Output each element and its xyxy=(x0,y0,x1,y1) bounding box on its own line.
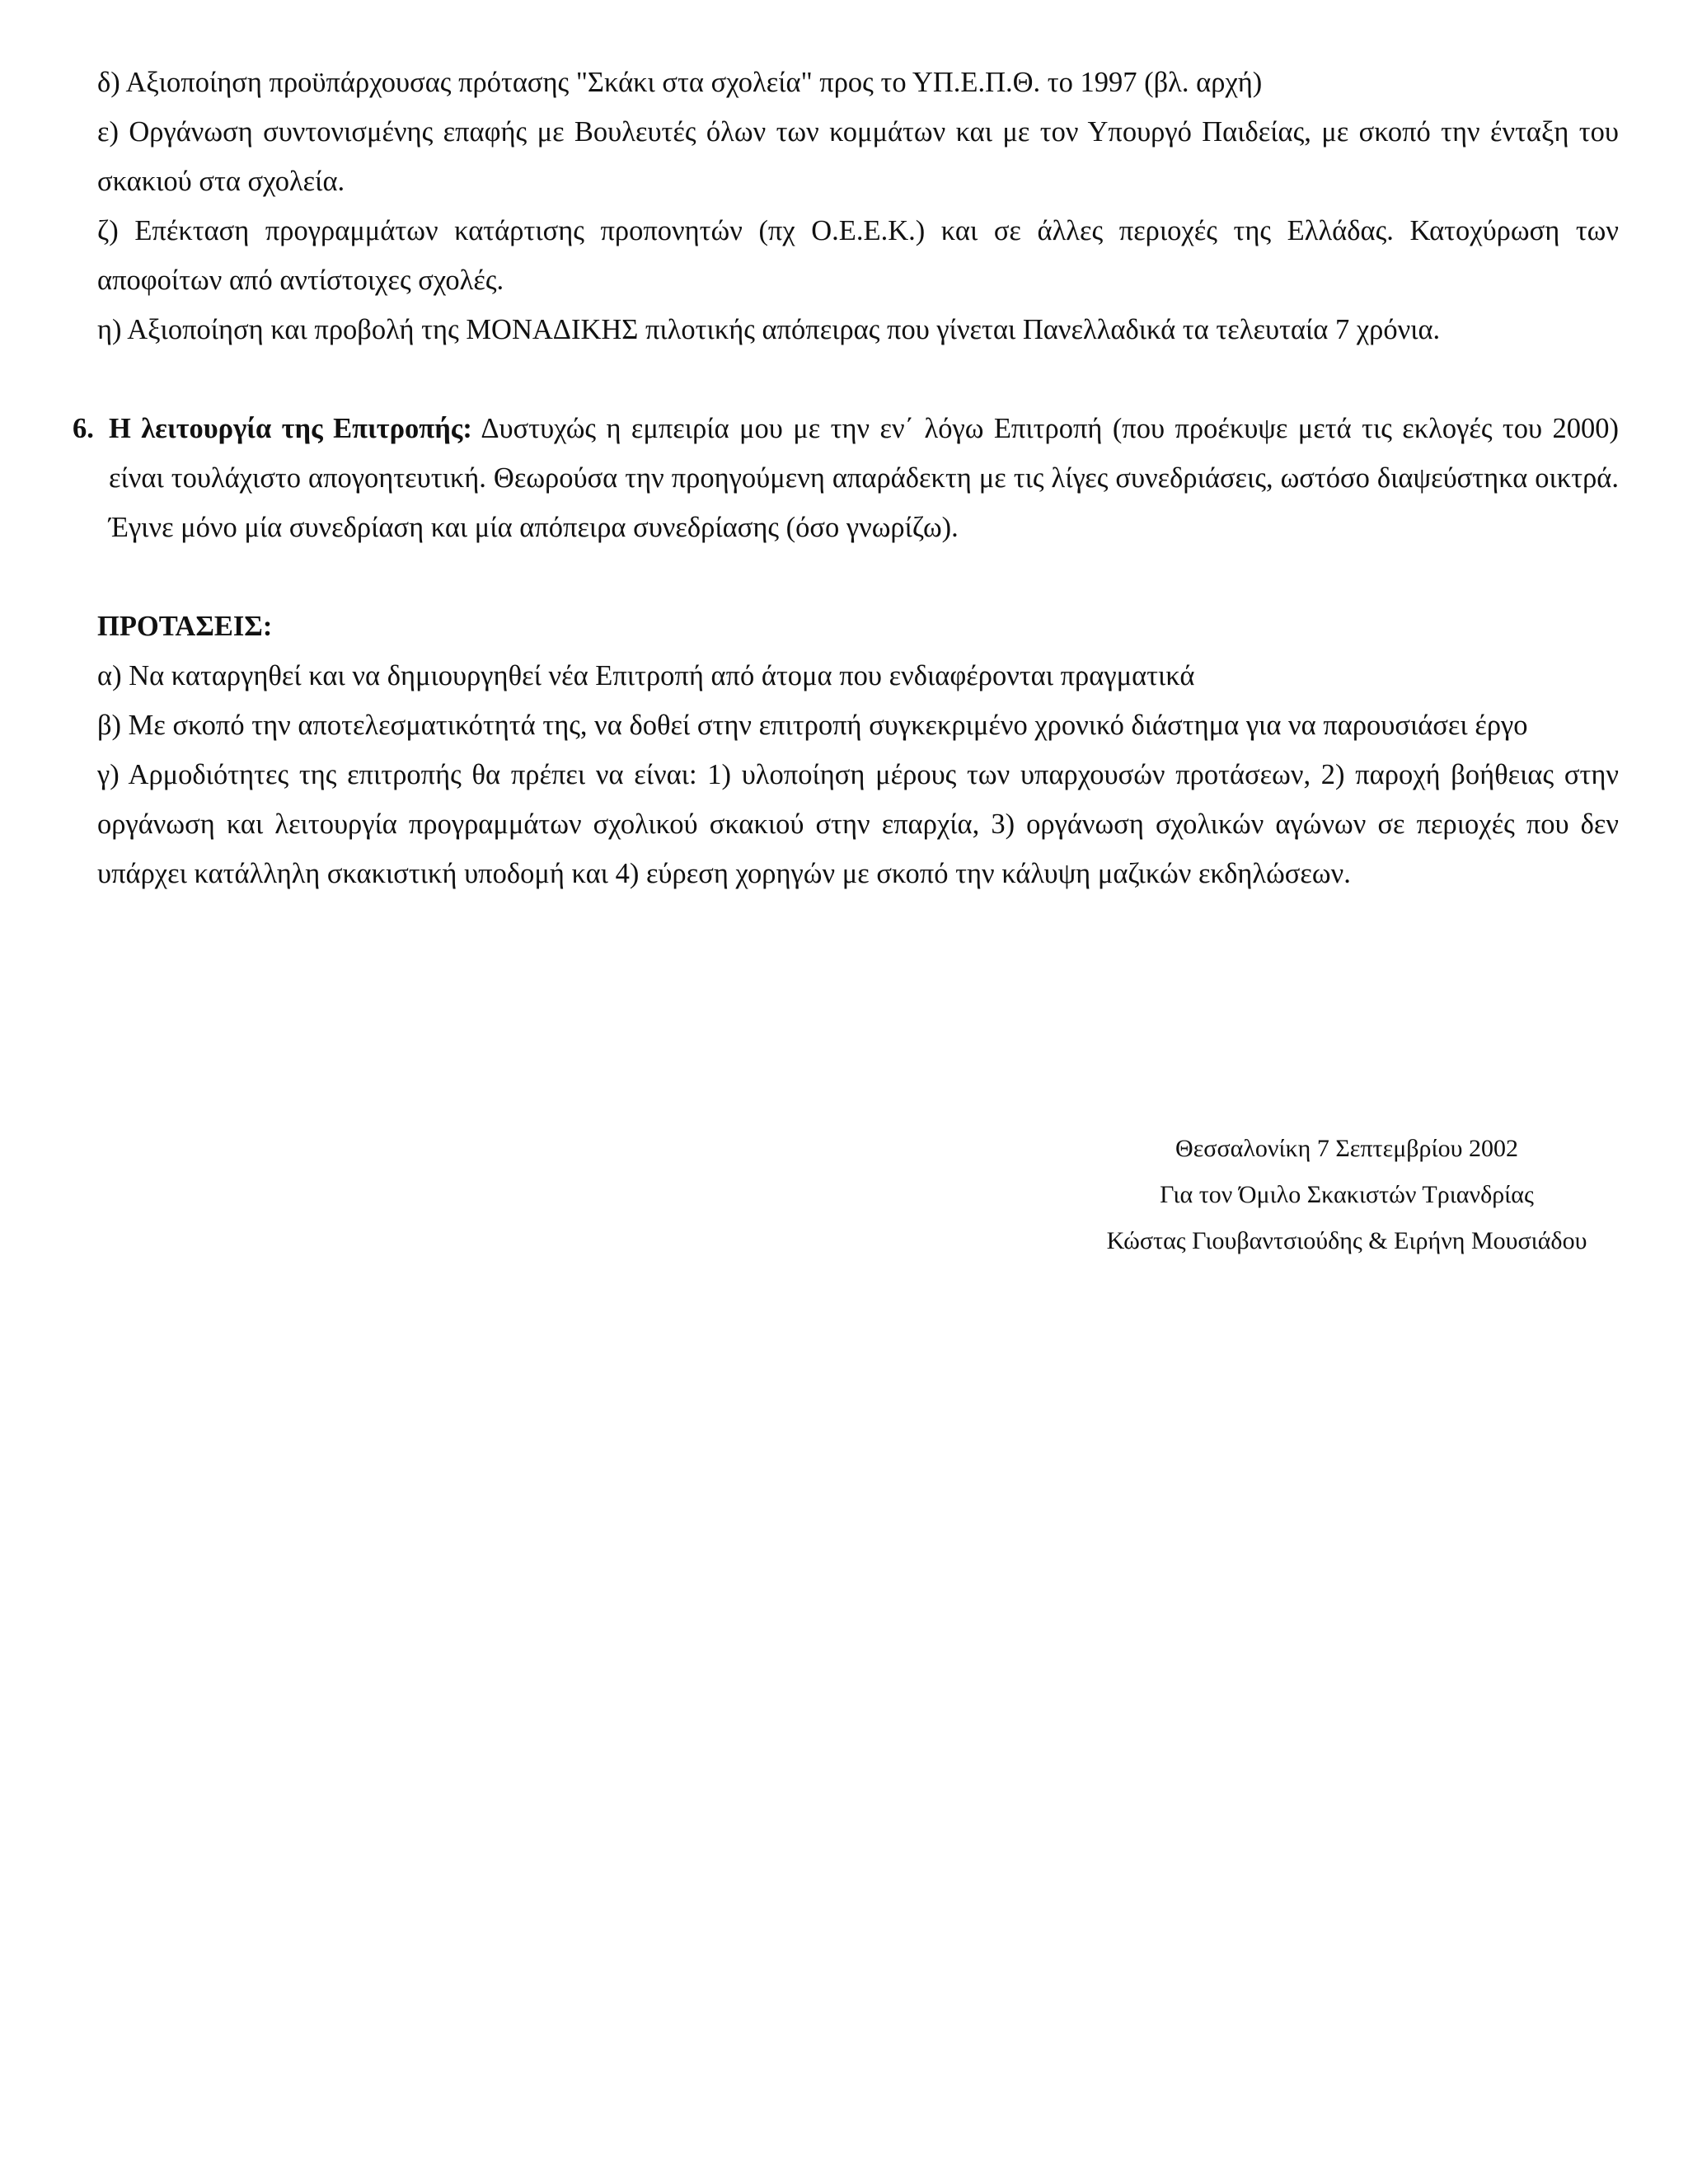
section-title: Η λειτουργία της Επιτροπής: xyxy=(109,413,472,444)
proposals-heading: ΠΡΟΤΑΣΕΙΣ: xyxy=(97,611,273,642)
signature-on-behalf: Για τον Όμιλο Σκακιστών Τριανδρίας xyxy=(1160,1181,1534,1208)
intro-item-epsilon: ε) Οργάνωση συντονισμένης επαφής με Βουλευτές όλων των κομμάτων και με τον Υπουργό Παιδείας, με σκοπό την ένταξη του σκακιού στα σχολεία. xyxy=(97,116,1619,197)
signature-block xyxy=(1058,1126,1635,1264)
proposal-item-alpha: α) Να καταργηθεί και να δημιουργηθεί νέα Επιτροπή από άτομα που ενδιαφέρονται πραγματικά xyxy=(97,660,1195,691)
intro-item-delta: δ) Αξιοποίηση προϋπάρχουσας πρότασης "Σκάκι στα σχολεία" προς το ΥΠ.Ε.Π.Θ. το 1997 (βλ. αρχή) xyxy=(97,67,1263,98)
proposal-item-beta: β) Με σκοπό την αποτελεσματικότητά της, να δοθεί στην επιτροπή συγκεκριμένο χρονικό διάστημα για να παρουσιάσει έργο xyxy=(97,710,1528,741)
intro-items xyxy=(97,58,1619,354)
section-6-paragraph xyxy=(73,404,1620,552)
proposal-item-gamma: γ) Αρμοδιότητες της επιτροπής θα πρέπει να είναι: 1) υλοποίηση μέρους των υπαρχουσών προτάσεων, 2) παροχή βοήθειας στην οργάνωση και λειτουργία προγραμμάτων σχολικού σκακιού στην επαρχία, 3) οργάνωση σχολικών αγώνων σε περιοχές που δεν υπάρχει κατάλληλη σκακιστική υποδομή και 4) εύρεση χορηγών με σκοπό την κάλυψη μαζικών εκδηλώσεων. xyxy=(97,759,1619,889)
signature-place-date: Θεσσαλονίκη 7 Σεπτεμβρίου 2002 xyxy=(1175,1135,1518,1162)
section-6 xyxy=(73,404,1620,552)
signature-names: Κώστας Γιουβαντσιούδης & Ειρήνη Μουσιάδου xyxy=(1106,1227,1587,1254)
document-body xyxy=(73,58,1620,898)
proposals-section xyxy=(97,602,1619,898)
intro-item-zeta: ζ) Επέκταση προγραμμάτων κατάρτισης προπονητών (πχ Ο.Ε.Ε.Κ.) και σε άλλες περιοχές της Ελλάδας. Κατοχύρωση των αποφοίτων από αντίστοιχες σχολές. xyxy=(97,215,1619,296)
intro-item-eta: η) Αξιοποίηση και προβολή της ΜΟΝΑΔΙΚΗΣ πιλοτικής απόπειρας που γίνεται Πανελλαδικά τα τελευταία 7 χρόνια. xyxy=(97,314,1441,345)
section-number: 6. xyxy=(73,413,94,444)
section-text: Δυστυχώς η εμπειρία μου με την εν΄ λόγω Επιτροπή (που προέκυψε μετά τις εκλογές του 2000) είναι τουλάχιστο απογοητευτική. Θεωρούσα την προηγούμενη απαράδεκτη με τις λίγες συνεδριάσεις, ωστόσο διαψεύστηκα οικτρά. Έγινε μόνο μία συνεδρίαση και μία απόπειρα συνεδρίασης (όσο γνωρίζω). xyxy=(109,413,1620,543)
